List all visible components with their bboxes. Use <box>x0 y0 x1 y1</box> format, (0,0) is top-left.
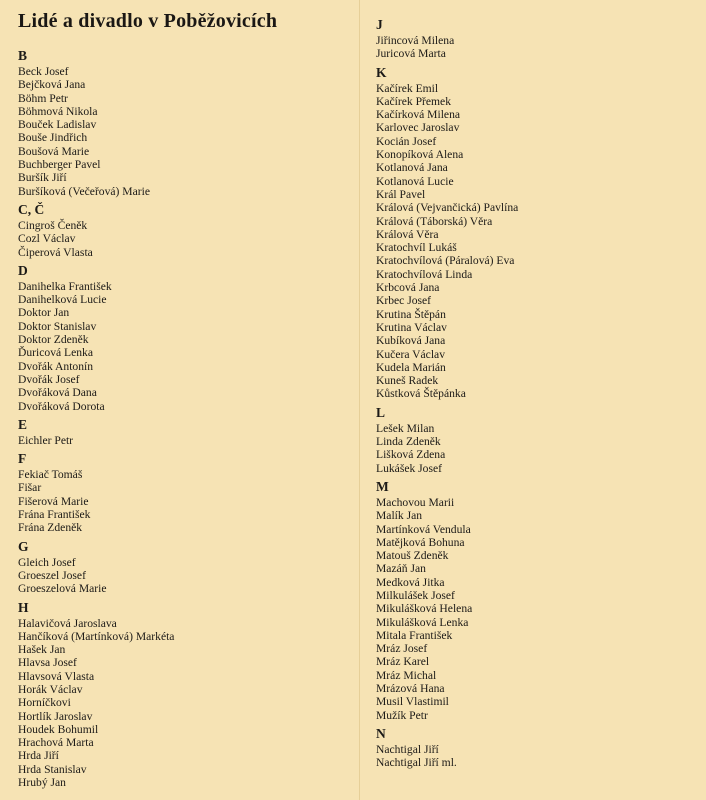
name-entry: Lukášek Josef <box>376 461 443 475</box>
name-entry: Matějková Bohuna <box>376 535 465 549</box>
name-entry: Linda Zdeněk <box>376 435 441 449</box>
name-entry: Kučera Václav <box>376 347 445 361</box>
name-entry: Musil Vlastimil <box>376 695 449 709</box>
name-entry: Králová Věra <box>376 227 439 241</box>
letter-section <box>18 48 174 198</box>
letter-section <box>376 405 518 475</box>
name-entry: Mazáň Jan <box>376 562 426 576</box>
name-entry: Horníčkovi <box>18 696 71 710</box>
section-letter-heading: H <box>18 599 29 615</box>
letter-section <box>18 263 174 413</box>
name-entry: Mráz Josef <box>376 642 428 656</box>
name-entry: Dvořáková Dorota <box>18 399 105 413</box>
name-entry: Malík Jan <box>376 509 423 523</box>
name-entry: Cingroš Čeněk <box>18 218 88 232</box>
name-entry: Cozl Václav <box>18 232 76 246</box>
section-letter-heading: G <box>18 538 29 554</box>
name-entry: Horák Václav <box>18 682 83 696</box>
name-entry: Krbec Josef <box>376 294 432 308</box>
name-entry: Fišerová Marie <box>18 494 89 508</box>
name-entry: Kratochvílová Linda <box>376 267 473 281</box>
right-sections <box>376 13 518 770</box>
name-entry: Ďuricová Lenka <box>18 346 94 360</box>
name-entry: Hrda Jiří <box>18 749 59 763</box>
name-entry: Böhm Petr <box>18 91 68 105</box>
name-entry: Mužík Petr <box>376 708 428 722</box>
name-entry: Kotlanová Jana <box>376 161 448 175</box>
name-entry: Mitala František <box>376 628 453 642</box>
name-entry: Boušová Marie <box>18 144 90 158</box>
name-entry: Kůstková Štěpánka <box>376 387 466 401</box>
section-letter-heading: K <box>376 64 387 80</box>
name-entry: Halavičová Jaroslava <box>18 616 117 630</box>
name-entry: Frána Zdeněk <box>18 521 83 535</box>
name-entry: Kocián Josef <box>376 134 437 148</box>
name-entry: Král Pavel <box>376 187 426 201</box>
name-entry: Králová (Vejvančická) Pavlína <box>376 201 519 215</box>
name-entry: Kačírková Milena <box>376 108 461 122</box>
name-entry: Kotlanová Lucie <box>376 174 454 188</box>
name-entry: Hortlík Jaroslav <box>18 709 93 723</box>
name-entry: Lešek Milan <box>376 421 435 435</box>
name-entry: Hašek Jan <box>18 643 66 657</box>
name-entry: Matouš Zdeněk <box>376 549 449 563</box>
letter-section <box>18 451 174 534</box>
letter-section <box>376 17 518 61</box>
section-letter-heading: B <box>18 48 28 63</box>
left-sections <box>18 44 174 789</box>
name-entry: Kratochvíl Lukáš <box>376 241 457 255</box>
name-entry: Groeszel Josef <box>18 568 86 582</box>
name-entry: Buchberger Pavel <box>18 158 101 172</box>
name-entry: Krbcová Jana <box>376 281 440 295</box>
section-letter-heading: C, Č <box>18 201 45 217</box>
name-entry: Králová (Táborská) Věra <box>376 214 493 228</box>
name-entry: Kuneš Radek <box>376 374 439 388</box>
name-entry: Krutina Václav <box>376 320 447 334</box>
name-entry: Gleich Josef <box>18 555 76 569</box>
name-entry: Doktor Jan <box>18 306 70 320</box>
name-entry: Machovou Marii <box>376 495 455 509</box>
name-entry: Juricová Marta <box>376 47 446 61</box>
name-entry: Nachtigal Jiří ml. <box>376 756 457 770</box>
section-letter-heading: E <box>18 416 28 432</box>
name-entry: Bouše Jindřich <box>18 131 88 145</box>
name-entry: Mrázová Hana <box>376 682 445 696</box>
name-entry: Milkulášek Josef <box>376 588 455 602</box>
letter-section <box>18 417 174 447</box>
name-entry: Buršík Jiří <box>18 171 67 185</box>
name-entry: Buršíková (Večeřová) Marie <box>18 184 150 198</box>
name-entry: Hrachová Marta <box>18 736 94 750</box>
name-entry: Bejčková Jana <box>18 78 86 92</box>
name-entry: Lišková Zdena <box>376 448 446 462</box>
name-entry: Hlavsová Vlasta <box>18 669 95 683</box>
name-entry: Kačírek Přemek <box>376 94 452 108</box>
name-entry: Dvořák Josef <box>18 372 80 386</box>
name-entry: Kubíková Jana <box>376 334 446 348</box>
section-letter-heading: M <box>376 478 389 494</box>
name-entry: Nachtigal Jiří <box>376 742 439 756</box>
name-entry: Mráz Michal <box>376 668 437 682</box>
name-entry: Čiperová Vlasta <box>18 245 93 259</box>
name-entry: Hlavsa Josef <box>18 656 77 670</box>
name-entry: Houdek Bohumil <box>18 722 99 736</box>
name-entry: Dvořáková Dana <box>18 386 97 400</box>
name-entry: Böhmová Nikola <box>18 104 98 118</box>
section-letter-heading: D <box>18 262 28 278</box>
name-entry: Kudela Marián <box>376 360 446 374</box>
name-entry: Danihelka František <box>18 279 112 293</box>
name-entry: Mráz Karel <box>376 655 430 669</box>
page-title: Lidé a divadlo v Poběžovicích <box>18 10 278 32</box>
name-entry: Dvořák Antonín <box>18 359 94 373</box>
column-divider <box>359 0 360 800</box>
name-entry: Fišar <box>18 481 42 495</box>
name-entry: Danihelková Lucie <box>18 293 107 307</box>
name-entry: Jiřincová Milena <box>376 34 455 47</box>
name-entry: Konopíková Alena <box>376 148 464 162</box>
name-entry: Eichler Petr <box>18 433 74 447</box>
name-entry: Hančíková (Martínková) Markéta <box>18 629 175 643</box>
name-entry: Doktor Stanislav <box>18 319 97 333</box>
name-entry: Karlovec Jaroslav <box>376 121 460 135</box>
name-entry: Medková Jitka <box>376 575 445 589</box>
letter-section <box>376 726 518 770</box>
name-entry: Bouček Ladislav <box>18 118 97 132</box>
name-entry: Beck Josef <box>18 65 69 78</box>
name-entry: Fekiač Tomáš <box>18 468 83 482</box>
name-entry: Mikulášková Helena <box>376 602 473 616</box>
letter-section <box>18 539 174 596</box>
name-entry: Martínková Vendula <box>376 522 471 536</box>
section-letter-heading: L <box>376 404 386 420</box>
name-entry: Groeszelová Marie <box>18 582 107 596</box>
name-entry: Frána František <box>18 508 91 522</box>
name-entry: Hrda Stanislav <box>18 762 87 776</box>
letter-section <box>376 65 518 401</box>
section-letter-heading: J <box>376 17 383 32</box>
letter-section <box>18 600 174 790</box>
letter-section <box>376 479 518 722</box>
section-letter-heading: N <box>376 725 386 741</box>
name-entry: Hrubý Jan <box>18 776 66 790</box>
name-entry: Kratochvílová (Páralová) Eva <box>376 254 515 268</box>
name-entry: Doktor Zdeněk <box>18 333 89 347</box>
name-entry: Kačírek Emil <box>376 81 439 95</box>
name-entry: Krutina Štěpán <box>376 307 446 321</box>
letter-section <box>18 202 174 259</box>
name-entry: Mikulášková Lenka <box>376 615 469 629</box>
section-letter-heading: F <box>18 451 27 467</box>
